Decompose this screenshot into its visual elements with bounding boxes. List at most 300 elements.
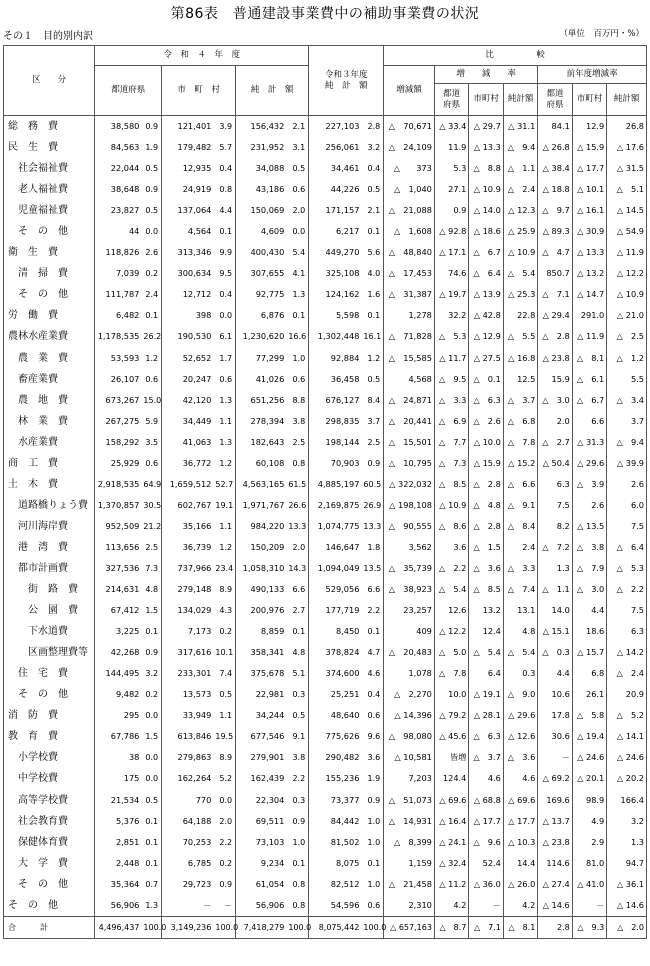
table-row xyxy=(4,453,647,474)
cell: 15.0 xyxy=(141,390,161,411)
cell: △ 26.0 xyxy=(503,874,537,895)
cell: 74.6 xyxy=(434,263,468,284)
cell: 92,775 xyxy=(236,284,287,305)
cell: 0.1 xyxy=(361,621,383,642)
cell: 400,430 xyxy=(236,242,287,263)
cell: △ 3.0 xyxy=(538,390,572,411)
cell: 4.6 xyxy=(503,768,537,789)
cell: 175 xyxy=(95,768,142,789)
cell: 34,449 xyxy=(162,411,214,432)
row-label-text: 土 木 費 xyxy=(8,478,58,490)
cell: 7.5 xyxy=(607,516,647,537)
cell: 23,257 xyxy=(384,600,435,621)
cell: 6,876 xyxy=(236,305,287,326)
cell: 0.9 xyxy=(286,811,308,832)
cell: △ 6.8 xyxy=(503,411,537,432)
table-row xyxy=(4,726,647,747)
cell: 67,786 xyxy=(95,726,142,747)
row-label-text: 清 掃 費 xyxy=(18,268,68,280)
cell: 5,376 xyxy=(95,811,142,832)
cell: △ 50.4 xyxy=(538,453,572,474)
cell: △ 14,931 xyxy=(384,811,435,832)
cell: 146,647 xyxy=(309,537,362,558)
cell: △ 14.1 xyxy=(607,726,647,747)
cell: △ 36.1 xyxy=(607,874,647,895)
cell: 14.0 xyxy=(538,600,572,621)
cell: 82,512 xyxy=(309,874,362,895)
cell: 2.5 xyxy=(361,432,383,453)
cell: △ 7.2 xyxy=(538,537,572,558)
cell: △ 21,088 xyxy=(384,200,435,221)
row-label xyxy=(4,326,95,347)
table-row xyxy=(4,747,647,768)
cell: 70,903 xyxy=(309,453,362,474)
cell: 9.9 xyxy=(213,242,235,263)
cell: 169.6 xyxy=(538,790,572,811)
cell: 3,225 xyxy=(95,621,142,642)
cell: 4.6 xyxy=(469,768,503,789)
cell: 84,563 xyxy=(95,137,142,158)
cell: 0.1 xyxy=(286,305,308,326)
cell: △ 15,501 xyxy=(384,432,435,453)
cell: △ 10.1 xyxy=(572,179,606,200)
cell: 4.8 xyxy=(286,642,308,663)
cell: 26.1 xyxy=(572,684,606,705)
cell: △ 41.0 xyxy=(572,874,606,895)
cell: 0.0 xyxy=(141,768,161,789)
cell: 12.9 xyxy=(572,116,606,138)
cell: 13.5 xyxy=(361,558,383,579)
cell: △ 10.0 xyxy=(469,432,503,453)
cell: 2.0 xyxy=(286,200,308,221)
cell: 6.3 xyxy=(538,474,572,495)
cell: △ 14.0 xyxy=(469,200,503,221)
cell: 200,976 xyxy=(236,600,287,621)
row-label xyxy=(4,853,95,874)
cell: △ 6.3 xyxy=(469,390,503,411)
cell: 4,609 xyxy=(236,221,287,242)
cell: 25,251 xyxy=(309,684,362,705)
row-label xyxy=(4,726,95,747)
cell: 0.1 xyxy=(361,853,383,874)
cell: 10.6 xyxy=(538,684,572,705)
cell: 850.7 xyxy=(538,263,572,284)
row-label-text: 街 路 費 xyxy=(28,584,78,596)
cell: △ 92.8 xyxy=(434,221,468,242)
cell: 267,275 xyxy=(95,411,142,432)
cell: 22.8 xyxy=(503,305,537,326)
cell: 38 xyxy=(95,747,142,768)
cell: 0.2 xyxy=(213,621,235,642)
cell: 61,054 xyxy=(236,874,287,895)
cell: 26.9 xyxy=(361,495,383,516)
cell: 2.5 xyxy=(141,537,161,558)
header-prev-change-rate: 前年度増減率 xyxy=(538,66,647,84)
cell: 21,534 xyxy=(95,790,142,811)
cell: 0.5 xyxy=(361,369,383,390)
cell: 100.0 xyxy=(141,916,161,938)
cell: 69,511 xyxy=(236,811,287,832)
row-label-text: 河川海岸費 xyxy=(18,520,68,532)
cell: 775,626 xyxy=(309,726,362,747)
cell: △ 5.4 xyxy=(434,579,468,600)
cell: 0.1 xyxy=(141,305,161,326)
cell: 118,826 xyxy=(95,242,142,263)
cell: 984,220 xyxy=(236,516,287,537)
cell: △ 23.8 xyxy=(538,832,572,853)
cell: 0.3 xyxy=(286,790,308,811)
cell: 0.6 xyxy=(141,453,161,474)
cell: 19.5 xyxy=(213,726,235,747)
cell: 32.2 xyxy=(434,305,468,326)
header-compare: 比 較 xyxy=(384,46,647,66)
cell: 177,719 xyxy=(309,600,362,621)
cell: △ 79.2 xyxy=(434,705,468,726)
cell: △ 14.6 xyxy=(538,895,572,917)
cell: 0.1 xyxy=(286,621,308,642)
cell: 12.4 xyxy=(469,621,503,642)
cell: 9.1 xyxy=(286,726,308,747)
cell: △ 10.3 xyxy=(503,832,537,853)
cell: △ 7.9 xyxy=(572,558,606,579)
cell: △ 25.3 xyxy=(503,284,537,305)
table-row xyxy=(4,811,647,832)
cell: 6.6 xyxy=(361,579,383,600)
cell: △ 9.3 xyxy=(572,916,606,938)
cell: 30.6 xyxy=(538,726,572,747)
row-label-text: 労 働 費 xyxy=(8,310,58,322)
cell: 4,564 xyxy=(162,221,214,242)
row-label-text: 農林水産業費 xyxy=(8,331,68,343)
cell: △ 9.5 xyxy=(434,369,468,390)
row-label xyxy=(4,453,95,474)
table-row xyxy=(4,242,647,263)
cell: △ 31.1 xyxy=(503,116,537,138)
cell: 19.1 xyxy=(213,495,235,516)
cell: △ 14.5 xyxy=(607,200,647,221)
row-label xyxy=(4,495,95,516)
cell: 34,088 xyxy=(236,158,287,179)
cell: 6,482 xyxy=(95,305,142,326)
cell: 0.2 xyxy=(141,263,161,284)
cell: △ 15,585 xyxy=(384,348,435,369)
cell: △ 29.4 xyxy=(538,305,572,326)
cell: 256,061 xyxy=(309,137,362,158)
row-label xyxy=(4,432,95,453)
cell: 3,149,236 xyxy=(162,916,214,938)
cell: 4.6 xyxy=(361,663,383,684)
row-label-text: 小学校費 xyxy=(18,752,58,764)
cell: 150,209 xyxy=(236,537,287,558)
cell: 77,299 xyxy=(236,348,287,369)
cell: 5.7 xyxy=(213,137,235,158)
cell: 0.0 xyxy=(213,305,235,326)
cell: 1.0 xyxy=(361,874,383,895)
cell: 6.1 xyxy=(213,326,235,347)
row-label xyxy=(4,832,95,853)
cell: 378,824 xyxy=(309,642,362,663)
cell: 25,929 xyxy=(95,453,142,474)
cell: 2,169,875 xyxy=(309,495,362,516)
cell: △ 5.4 xyxy=(503,642,537,663)
cell: 10.0 xyxy=(434,684,468,705)
cell: 12,935 xyxy=(162,158,214,179)
cell: △ 24.6 xyxy=(607,747,647,768)
row-label-text: 民 生 費 xyxy=(8,142,58,154)
cell: 0.5 xyxy=(286,705,308,726)
row-label-text: 保健体育費 xyxy=(18,836,68,848)
cell: 0.0 xyxy=(141,747,161,768)
cell: 1.5 xyxy=(141,726,161,747)
cell: 2.4 xyxy=(141,284,161,305)
cell: － xyxy=(213,895,235,917)
cell: △ 5.1 xyxy=(607,179,647,200)
cell: 952,509 xyxy=(95,516,142,537)
cell: 3.2 xyxy=(607,811,647,832)
header-r4: 令 和 ４ 年 度 xyxy=(95,46,309,66)
header-rate-muni: 市町村 xyxy=(469,84,503,116)
table-row-total xyxy=(4,916,647,938)
row-label xyxy=(4,600,95,621)
cell: △ 9.0 xyxy=(503,684,537,705)
row-label xyxy=(4,116,95,138)
cell: 27.1 xyxy=(434,179,468,200)
cell: △ 6.9 xyxy=(434,411,468,432)
cell: 4,496,437 xyxy=(95,916,142,938)
cell: 2.2 xyxy=(213,832,235,853)
cell: △ 20.1 xyxy=(572,768,606,789)
table-row xyxy=(4,369,647,390)
cell: 0.1 xyxy=(141,832,161,853)
cell: 1,370,857 xyxy=(95,495,142,516)
row-label xyxy=(4,642,95,663)
header-net: 純 計 額 xyxy=(236,66,309,116)
cell: 214,631 xyxy=(95,579,142,600)
cell: 0.4 xyxy=(361,158,383,179)
cell: 1,302,448 xyxy=(309,326,362,347)
cell: 35,364 xyxy=(95,874,142,895)
cell: 44 xyxy=(95,221,142,242)
header-change-amount: 増減額 xyxy=(384,66,435,116)
cell: △ 28.1 xyxy=(469,705,503,726)
cell: △ 2.8 xyxy=(538,326,572,347)
cell: 14.3 xyxy=(286,558,308,579)
cell: 8.8 xyxy=(286,390,308,411)
cell: 44,226 xyxy=(309,179,362,200)
cell: 1.9 xyxy=(361,768,383,789)
cell: 162,439 xyxy=(236,768,287,789)
row-label-text: 消 防 費 xyxy=(8,710,58,722)
cell: 100.0 xyxy=(213,916,235,938)
row-label xyxy=(4,158,95,179)
cell: △ 8.5 xyxy=(469,579,503,600)
cell: 144,495 xyxy=(95,663,142,684)
cell: △ 0.3 xyxy=(538,642,572,663)
cell: 2.6 xyxy=(141,242,161,263)
row-label xyxy=(4,284,95,305)
cell: △ 12.6 xyxy=(503,726,537,747)
cell: △ 13.7 xyxy=(538,811,572,832)
cell: 2.1 xyxy=(361,200,383,221)
cell: △ 2.7 xyxy=(538,432,572,453)
cell: △ 70,671 xyxy=(384,116,435,138)
row-label-text: 港 湾 費 xyxy=(18,541,68,553)
cell: 48,640 xyxy=(309,705,362,726)
cell: 22,981 xyxy=(236,684,287,705)
cell: 4.2 xyxy=(434,895,468,917)
cell: △ 20.2 xyxy=(607,768,647,789)
cell: 24,919 xyxy=(162,179,214,200)
cell: 3.6 xyxy=(434,537,468,558)
table-row xyxy=(4,558,647,579)
cell: △ 10.9 xyxy=(607,284,647,305)
cell: 2.2 xyxy=(286,768,308,789)
cell: △ 18.6 xyxy=(469,221,503,242)
cell: △ 5.3 xyxy=(607,558,647,579)
cell: 0.4 xyxy=(213,284,235,305)
cell: △ 24.6 xyxy=(572,747,606,768)
cell: 0.7 xyxy=(141,874,161,895)
cell: 398 xyxy=(162,305,214,326)
cell: 676,127 xyxy=(309,390,362,411)
table-body xyxy=(4,116,647,939)
cell: △ 3.9 xyxy=(572,474,606,495)
cell: 3.8 xyxy=(286,747,308,768)
cell: 114.6 xyxy=(538,853,572,874)
cell: 36,458 xyxy=(309,369,362,390)
cell: 651,256 xyxy=(236,390,287,411)
cell: 17.8 xyxy=(538,705,572,726)
cell: 16.1 xyxy=(361,326,383,347)
cell: 1.6 xyxy=(361,284,383,305)
cell: 5.6 xyxy=(361,242,383,263)
cell: 300,634 xyxy=(162,263,214,284)
cell: 10.1 xyxy=(213,642,235,663)
cell: 42,268 xyxy=(95,642,142,663)
cell: 134,029 xyxy=(162,600,214,621)
cell: △ 32.4 xyxy=(434,853,468,874)
cell: 23,827 xyxy=(95,200,142,221)
cell: △ 29.6 xyxy=(572,453,606,474)
cell: 4.8 xyxy=(503,621,537,642)
table-row xyxy=(4,642,647,663)
table-row xyxy=(4,200,647,221)
cell: △ 15.9 xyxy=(469,453,503,474)
cell: 1,971,767 xyxy=(236,495,287,516)
cell: 1.0 xyxy=(361,811,383,832)
cell: 317,616 xyxy=(162,642,214,663)
cell: △ 12.3 xyxy=(503,200,537,221)
cell: △ 8.8 xyxy=(469,158,503,179)
cell: △ 15.7 xyxy=(572,642,606,663)
row-label xyxy=(4,348,95,369)
cell: 36,772 xyxy=(162,453,214,474)
cell: 2.0 xyxy=(538,411,572,432)
row-label xyxy=(4,516,95,537)
cell: 皆増 xyxy=(434,747,468,768)
cell: △ 33.4 xyxy=(434,116,468,138)
cell: △ 2.4 xyxy=(607,663,647,684)
cell: 1.7 xyxy=(213,348,235,369)
cell: 5,598 xyxy=(309,305,362,326)
cell: △ 2.2 xyxy=(434,558,468,579)
row-label-text: 道路橋りょう費 xyxy=(18,499,88,511)
cell: 6.6 xyxy=(286,579,308,600)
cell: 34,244 xyxy=(236,705,287,726)
cell: 4.0 xyxy=(361,263,383,284)
cell: 92,884 xyxy=(309,348,362,369)
cell: 0.5 xyxy=(213,684,235,705)
cell: △ 5.4 xyxy=(469,642,503,663)
cell: △ 5.8 xyxy=(572,705,606,726)
cell: 4.4 xyxy=(213,200,235,221)
cell: 3.7 xyxy=(607,411,647,432)
cell: △ 12.2 xyxy=(434,621,468,642)
cell: 0.1 xyxy=(141,621,161,642)
header-change-rate: 増 減 率 xyxy=(434,66,537,84)
cell: △ 12.2 xyxy=(607,263,647,284)
cell: 81.0 xyxy=(572,853,606,874)
cell: 8,859 xyxy=(236,621,287,642)
cell: 279,863 xyxy=(162,747,214,768)
cell: △ 6.7 xyxy=(572,390,606,411)
row-label xyxy=(4,684,95,705)
cell: △ 13.5 xyxy=(572,516,606,537)
cell: － xyxy=(162,895,214,917)
cell: 3,562 xyxy=(384,537,435,558)
cell: △ 14.7 xyxy=(572,284,606,305)
cell: 1.9 xyxy=(141,137,161,158)
cell: △ 25.9 xyxy=(503,221,537,242)
cell: 100.0 xyxy=(286,916,308,938)
row-label-text: そ の 他 xyxy=(18,878,68,890)
header-category: 区 分 xyxy=(4,46,95,116)
cell: 313,346 xyxy=(162,242,214,263)
cell: 1.2 xyxy=(213,537,235,558)
cell: 26.8 xyxy=(607,116,647,138)
cell: △ 54.9 xyxy=(607,221,647,242)
cell: △ 68.8 xyxy=(469,790,503,811)
cell: 8,450 xyxy=(309,621,362,642)
row-label-text: 農 地 費 xyxy=(18,394,68,406)
cell: △ 17,453 xyxy=(384,263,435,284)
cell: △ 9.6 xyxy=(469,832,503,853)
header-prev-muni: 市町村 xyxy=(572,84,606,116)
cell: 60.5 xyxy=(361,474,383,495)
cell: △ 8.4 xyxy=(503,516,537,537)
cell: △ 15.1 xyxy=(538,621,572,642)
unit-note: （単位 百万円・%） xyxy=(559,29,644,39)
row-label xyxy=(4,200,95,221)
row-label xyxy=(4,874,95,895)
row-label-text: 林 業 費 xyxy=(18,415,68,427)
row-label xyxy=(4,474,95,495)
row-label-text: そ の 他 xyxy=(18,226,68,238)
row-label-text: 高等学校費 xyxy=(18,794,68,806)
cell: 2.8 xyxy=(361,116,383,138)
cell: 4.1 xyxy=(286,263,308,284)
cell: 13.3 xyxy=(361,516,383,537)
cell: 162,264 xyxy=(162,768,214,789)
cell: 11.9 xyxy=(434,137,468,158)
cell: 52,652 xyxy=(162,348,214,369)
cell: △ 21.0 xyxy=(607,305,647,326)
cell: 56,906 xyxy=(236,895,287,917)
table-row xyxy=(4,284,647,305)
cell: 325,108 xyxy=(309,263,362,284)
cell: 1.2 xyxy=(213,453,235,474)
cell: 0.8 xyxy=(286,874,308,895)
